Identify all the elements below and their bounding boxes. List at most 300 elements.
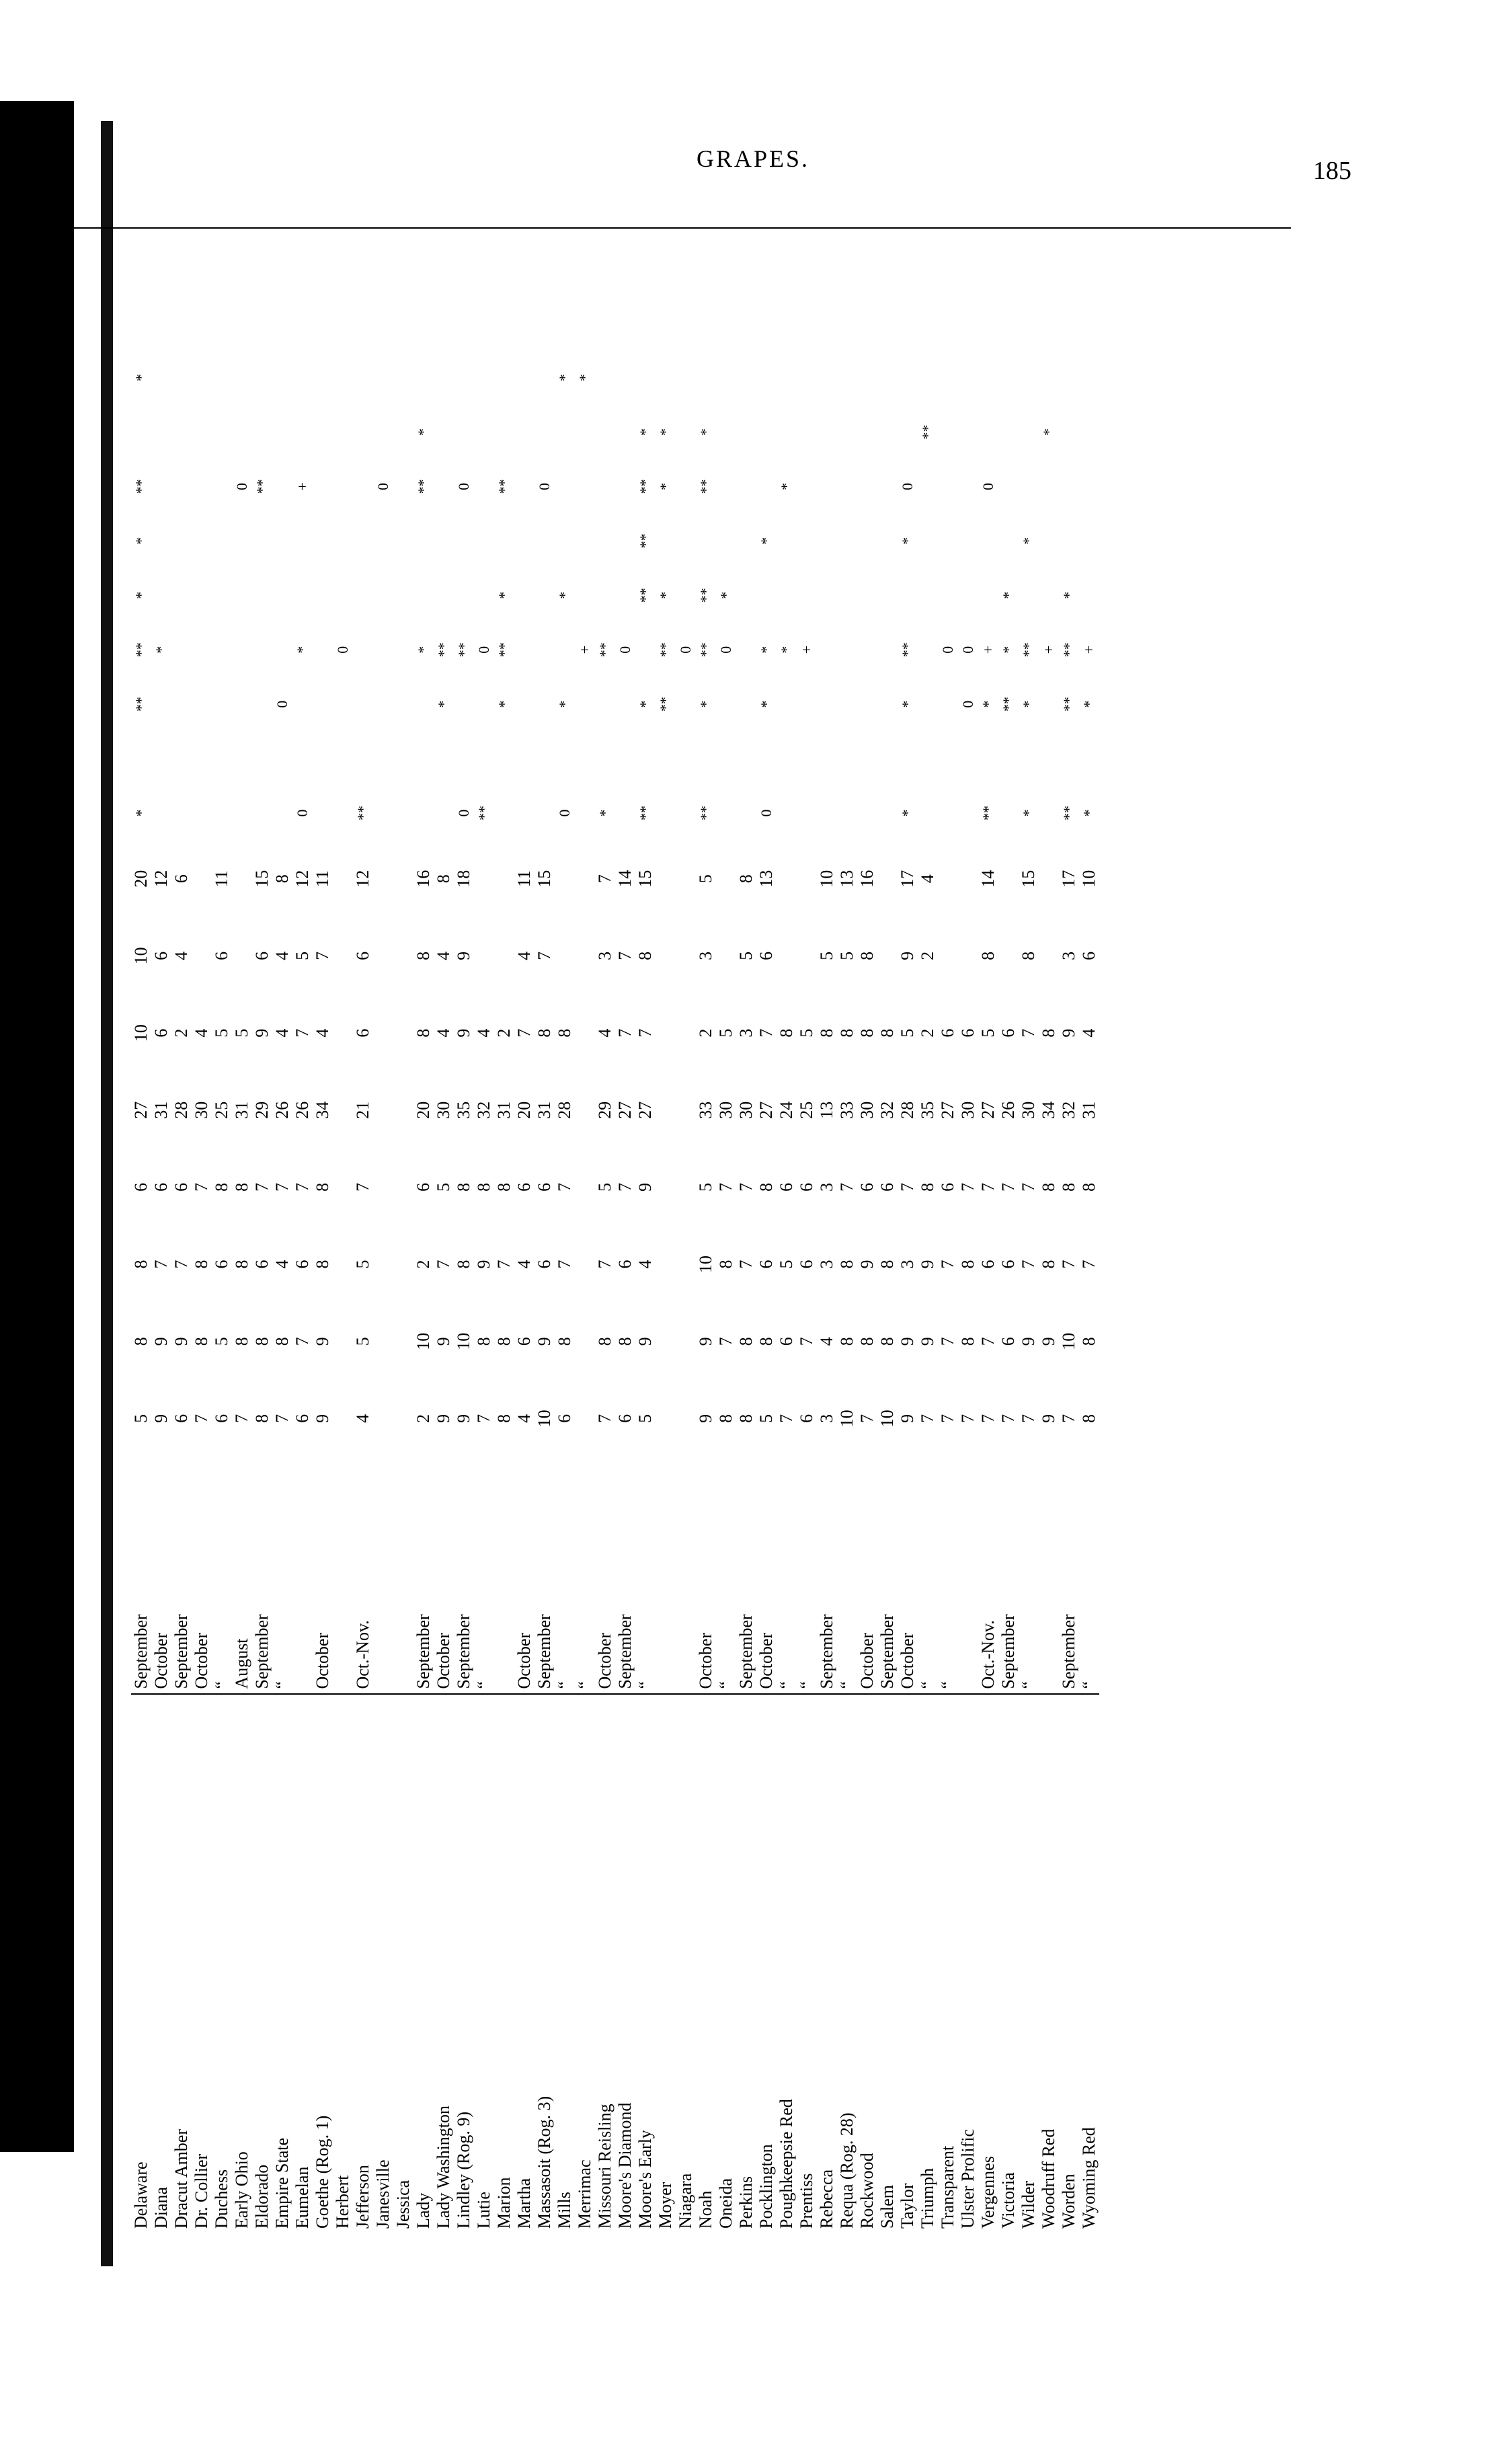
mark-cell-9 [474,350,494,405]
score-cell-2: 7 [938,1337,957,1346]
mark-cell-10 [656,296,676,350]
score-cell-7: 4 [171,951,191,960]
mark-cell-4 [313,623,333,677]
mark-cell-6 [736,514,756,568]
score-cell-3: 8 [837,1260,857,1269]
score-cell-1 [575,1380,595,1457]
mark-cell-10 [756,296,777,350]
score-cell-7: 3 [696,951,715,960]
table-row [413,296,434,2233]
mark-cell-4 [171,623,192,677]
score-cell-8: 12 [353,870,372,888]
ripening-season: September [413,1457,434,1694]
score-cell-7: 6 [756,951,776,960]
mark-cell-4: 0 [334,646,351,654]
mark-cell-8: * [637,428,653,436]
mark-cell-7 [171,459,192,514]
table-row [575,296,595,2233]
mark-cell-4: ** [899,642,916,658]
score-cell-6: 4 [474,1028,493,1038]
score-cell-3: 9 [857,1260,877,1269]
mark-cell-3: * [1080,700,1097,708]
score-cell-8: 18 [454,870,473,888]
mark-cell-1 [313,786,333,841]
mark-cell-3 [676,677,696,732]
table-row [797,296,817,2233]
ripening-season: September [877,1457,898,1694]
score-cell-7 [877,917,898,995]
score-cell-7 [494,917,514,995]
mark-cell-1 [1039,786,1059,841]
score-cell-1: 4 [514,1414,534,1423]
score-cell-4: 8 [454,1182,473,1192]
ripening-season: “ [474,1457,494,1694]
mark-cell-9 [212,350,232,405]
score-cell-6: 7 [514,1028,534,1038]
mark-cell-1 [272,786,292,841]
mark-cell-8 [534,405,555,459]
score-cell-7 [1039,917,1059,995]
score-cell-7: 8 [857,951,877,960]
mark-cell-8 [434,405,454,459]
mark-cell-8: ** [919,424,936,440]
score-cell-8: 11 [514,870,534,888]
mark-cell-5 [877,568,898,623]
score-cell-8: 15 [635,870,655,888]
score-cell-1: 6 [797,1414,816,1423]
mark-cell-2 [292,732,313,786]
score-cell-7: 5 [292,951,312,960]
mark-cell-5: ** [637,588,653,603]
score-cell-4: 6 [534,1182,554,1192]
score-cell-7: 3 [595,951,615,960]
score-cell-5 [676,1071,696,1149]
mark-cell-7 [514,459,534,514]
score-cell-7: 5 [837,951,857,960]
score-cell-8: 11 [313,870,332,888]
table-row [494,296,514,2233]
mark-cell-5: ** [697,588,714,603]
mark-cell-10 [555,296,575,350]
mark-cell-8 [333,405,353,459]
variety-name: Wyoming Red [1079,2127,1099,2229]
score-cell-1: 9 [454,1414,473,1423]
score-cell-5: 33 [837,1101,857,1119]
mark-cell-9 [656,350,676,405]
score-cell-3: 10 [696,1256,715,1274]
score-cell-2: 9 [434,1337,453,1346]
mark-cell-1 [212,786,232,841]
score-cell-6: 8 [857,1028,877,1038]
mark-cell-7: 0 [536,482,553,490]
variety-name: Dracut Amber [171,2128,191,2229]
mark-cell-5 [272,568,292,623]
variety-name: Lutie [474,2192,493,2229]
score-cell-7: 8 [635,951,655,960]
score-cell-8: 8 [736,874,756,884]
ripening-season: Oct.-Nov. [978,1457,998,1694]
score-cell-1: 5 [131,1414,151,1423]
mark-cell-3: * [496,700,512,708]
mark-cell-9 [1039,350,1059,405]
mark-cell-2 [252,732,272,786]
score-cell-1: 7 [958,1414,978,1423]
table-row [595,296,615,2233]
score-cell-4: 8 [313,1182,332,1192]
ripening-season: “ [716,1457,736,1694]
score-cell-3: 8 [1039,1260,1058,1269]
mark-cell-4: * [1000,646,1017,654]
score-cell-8 [555,840,575,917]
mark-cell-2 [756,732,777,786]
score-cell-7 [555,917,575,995]
mark-cell-8 [958,405,978,459]
score-cell-2: 8 [555,1337,574,1346]
score-cell-2: 9 [171,1337,191,1346]
score-cell-1: 6 [292,1414,312,1423]
score-cell-1: 7 [1019,1414,1038,1423]
mark-cell-2 [676,732,696,786]
mark-cell-8 [514,405,534,459]
mark-cell-6 [534,514,555,568]
mark-cell-9 [978,350,998,405]
score-cell-2: 8 [192,1337,211,1346]
mark-cell-7 [353,459,373,514]
mark-cell-5 [676,568,696,623]
table-row [958,296,978,2233]
score-cell-7: 8 [413,951,433,960]
mark-cell-10 [1059,296,1079,350]
score-cell-2: 8 [494,1337,514,1346]
score-cell-1: 7 [1059,1414,1078,1423]
mark-cell-7 [434,459,454,514]
mark-cell-9 [716,350,736,405]
table-row [615,296,635,2233]
mark-cell-3: 0 [274,700,290,708]
score-cell-8 [797,840,817,917]
mark-cell-5 [857,568,877,623]
table-row [192,296,212,2233]
score-cell-6: 2 [918,1028,937,1038]
mark-cell-10 [938,296,958,350]
table-row [313,296,333,2233]
mark-cell-3: * [435,700,452,708]
score-cell-2 [656,1303,676,1380]
score-cell-2: 10 [1059,1332,1078,1350]
score-cell-4: 7 [272,1182,292,1192]
score-cell-5: 31 [494,1101,514,1119]
ripening-season: September [534,1457,555,1694]
score-cell-3: 3 [898,1260,917,1269]
score-cell-7: 6 [151,951,171,960]
score-cell-5: 21 [353,1101,372,1119]
score-cell-5: 34 [1039,1101,1058,1119]
score-cell-8: 4 [918,874,937,884]
variety-name: Pocklington [756,2144,776,2229]
mark-cell-7: ** [697,479,714,494]
score-cell-3: 7 [1059,1260,1078,1269]
mark-cell-10 [1039,296,1059,350]
mark-cell-1 [676,786,696,841]
ripening-season: October [192,1457,212,1694]
mark-cell-6 [171,514,192,568]
mark-cell-5 [615,568,635,623]
mark-cell-10 [837,296,857,350]
mark-cell-2 [454,732,474,786]
score-cell-1: 9 [696,1414,715,1423]
mark-cell-4 [877,623,898,677]
score-cell-8 [474,840,494,917]
mark-cell-3 [373,677,393,732]
table-row [998,296,1019,2233]
mark-cell-6 [494,514,514,568]
mark-cell-5 [434,568,454,623]
mark-cell-4: * [294,646,311,654]
mark-cell-6 [998,514,1019,568]
mark-cell-3: * [556,700,573,708]
score-cell-3: 7 [1019,1260,1038,1269]
score-cell-2: 8 [756,1337,776,1346]
score-cell-1: 9 [1039,1414,1058,1423]
score-cell-8 [656,840,676,917]
mark-cell-4: * [758,646,775,654]
score-cell-1: 7 [232,1414,251,1423]
mark-cell-8 [1059,405,1079,459]
mark-cell-4 [192,623,212,677]
score-cell-3: 9 [918,1260,937,1269]
mark-cell-1 [918,786,938,841]
mark-cell-10 [454,296,474,350]
table-row [272,296,292,2233]
score-cell-3: 4 [635,1260,655,1269]
mark-cell-10 [958,296,978,350]
table-row [837,296,857,2233]
table-row [393,296,413,2233]
score-cell-7 [958,917,978,995]
score-cell-5: 35 [918,1101,937,1119]
mark-cell-6 [877,514,898,568]
score-cell-8 [777,840,797,917]
score-cell-4: 8 [232,1182,251,1192]
mark-cell-4: + [1040,645,1057,654]
mark-cell-5: * [657,591,674,599]
mark-cell-9 [353,350,373,405]
mark-cell-4: + [576,645,593,654]
mark-cell-7 [716,459,736,514]
score-cell-7 [777,917,797,995]
mark-cell-2 [898,732,918,786]
score-cell-1: 7 [857,1414,877,1423]
mark-cell-1: ** [475,805,492,820]
mark-cell-8 [857,405,877,459]
score-cell-7: 9 [898,951,917,960]
score-cell-8: 15 [252,870,272,888]
mark-cell-4: ** [1020,642,1037,658]
mark-cell-2 [232,732,252,786]
mark-cell-7 [151,459,171,514]
mark-cell-3 [171,677,192,732]
mark-cell-10 [313,296,333,350]
score-cell-3: 7 [938,1260,957,1269]
score-cell-8: 10 [1079,870,1099,888]
score-cell-1: 2 [413,1414,433,1423]
score-cell-8: 15 [534,870,554,888]
score-cell-3: 8 [192,1260,211,1269]
mark-cell-4 [918,623,938,677]
table-row [353,296,373,2233]
ripening-season [656,1457,676,1694]
variety-name: Worden [1059,2173,1078,2229]
variety-name: Rebecca [817,2169,836,2229]
mark-cell-10 [595,296,615,350]
mark-cell-5 [797,568,817,623]
mark-cell-6 [434,514,454,568]
score-cell-1: 8 [252,1414,272,1423]
variety-name: Vergennes [978,2156,998,2229]
mark-cell-5 [313,568,333,623]
table-row [454,296,474,2233]
mark-cell-10 [434,296,454,350]
score-cell-7 [474,917,494,995]
mark-cell-8 [171,405,192,459]
variety-name: Early Ohio [232,2151,251,2229]
mark-cell-2 [393,732,413,786]
score-cell-2 [676,1303,696,1380]
variety-name: Delaware [131,2161,151,2229]
mark-cell-9 [494,350,514,405]
mark-cell-6 [192,514,212,568]
ripening-season: September [998,1457,1019,1694]
mark-cell-9 [252,350,272,405]
score-cell-8 [494,840,514,917]
mark-cell-10 [333,296,353,350]
mark-cell-7 [313,459,333,514]
mark-cell-8 [353,405,373,459]
mark-cell-1 [575,786,595,841]
mark-cell-3 [333,677,353,732]
score-cell-7 [716,917,736,995]
score-cell-7: 2 [918,951,937,960]
scan-left-edge [0,101,74,2152]
variety-name: Moore's Diamond [615,2102,635,2229]
score-cell-5: 30 [192,1101,211,1119]
score-cell-1: 7 [978,1414,998,1423]
mark-cell-3 [857,677,877,732]
mark-cell-2 [131,732,151,786]
mark-cell-3: * [697,700,714,708]
mark-cell-1 [938,786,958,841]
mark-cell-9 [898,350,918,405]
score-cell-1: 7 [595,1414,615,1423]
ripening-season: September [171,1457,192,1694]
mark-cell-5 [333,568,353,623]
mark-cell-7: 0 [374,482,391,490]
mark-cell-8 [313,405,333,459]
mark-cell-2 [918,732,938,786]
variety-name: Niagara [676,2173,695,2229]
score-cell-1: 5 [635,1414,655,1423]
mark-cell-10 [817,296,837,350]
mark-cell-9 [313,350,333,405]
variety-name: Janesville [373,2159,393,2229]
mark-cell-3 [797,677,817,732]
score-cell-4: 6 [777,1182,796,1192]
score-cell-8 [575,840,595,917]
mark-cell-3 [252,677,272,732]
mark-cell-6 [514,514,534,568]
table-row [292,296,313,2233]
table-row [918,296,938,2233]
score-cell-7: 9 [454,951,473,960]
score-cell-2 [373,1303,393,1380]
mark-cell-8 [998,405,1019,459]
mark-cell-8: * [415,428,432,436]
score-cell-1: 3 [817,1414,836,1423]
mark-cell-2 [857,732,877,786]
mark-cell-2 [837,732,857,786]
score-cell-7: 4 [272,951,292,960]
mark-cell-1: ** [637,805,653,820]
table-row [978,296,998,2233]
mark-cell-4: ** [1060,642,1077,658]
mark-cell-6 [1059,514,1079,568]
score-cell-4: 7 [353,1182,372,1192]
mark-cell-9 [514,350,534,405]
score-cell-8 [1039,840,1059,917]
mark-cell-5 [373,568,393,623]
score-cell-4 [656,1149,676,1226]
score-cell-4: 7 [292,1182,312,1192]
score-cell-8 [877,840,898,917]
score-cell-6: 7 [615,1028,635,1038]
mark-cell-6 [918,514,938,568]
mark-cell-2 [434,732,454,786]
score-cell-7 [797,917,817,995]
mark-cell-2 [817,732,837,786]
score-cell-4: 7 [837,1182,857,1192]
mark-cell-5 [454,568,474,623]
variety-name: Noah [696,2190,715,2229]
variety-name: Salem [877,2185,897,2229]
score-cell-3: 8 [454,1260,473,1269]
table-row [373,296,393,2233]
mark-cell-5 [756,568,777,623]
score-cell-6: 4 [272,1028,292,1038]
score-cell-8: 8 [434,874,453,884]
mark-cell-8 [817,405,837,459]
score-cell-5: 27 [131,1101,151,1119]
variety-name: Perkins [736,2176,756,2229]
mark-cell-9 [1019,350,1039,405]
score-cell-6 [676,995,696,1072]
mark-cell-5 [595,568,615,623]
mark-cell-9 [635,350,656,405]
mark-cell-9: * [576,374,593,382]
mark-cell-9 [333,350,353,405]
mark-cell-7 [474,459,494,514]
score-cell-8: 17 [898,870,917,888]
mark-cell-1 [434,786,454,841]
mark-cell-4: 0 [475,646,492,654]
mark-cell-7 [736,459,756,514]
variety-name: Requa (Rog. 28) [837,2112,857,2229]
score-cell-8: 14 [615,870,635,888]
mark-cell-4: ** [435,642,452,658]
mark-cell-7 [595,459,615,514]
ripening-season: “ [938,1457,958,1694]
mark-cell-3: * [980,700,996,708]
score-cell-8: 8 [272,874,292,884]
